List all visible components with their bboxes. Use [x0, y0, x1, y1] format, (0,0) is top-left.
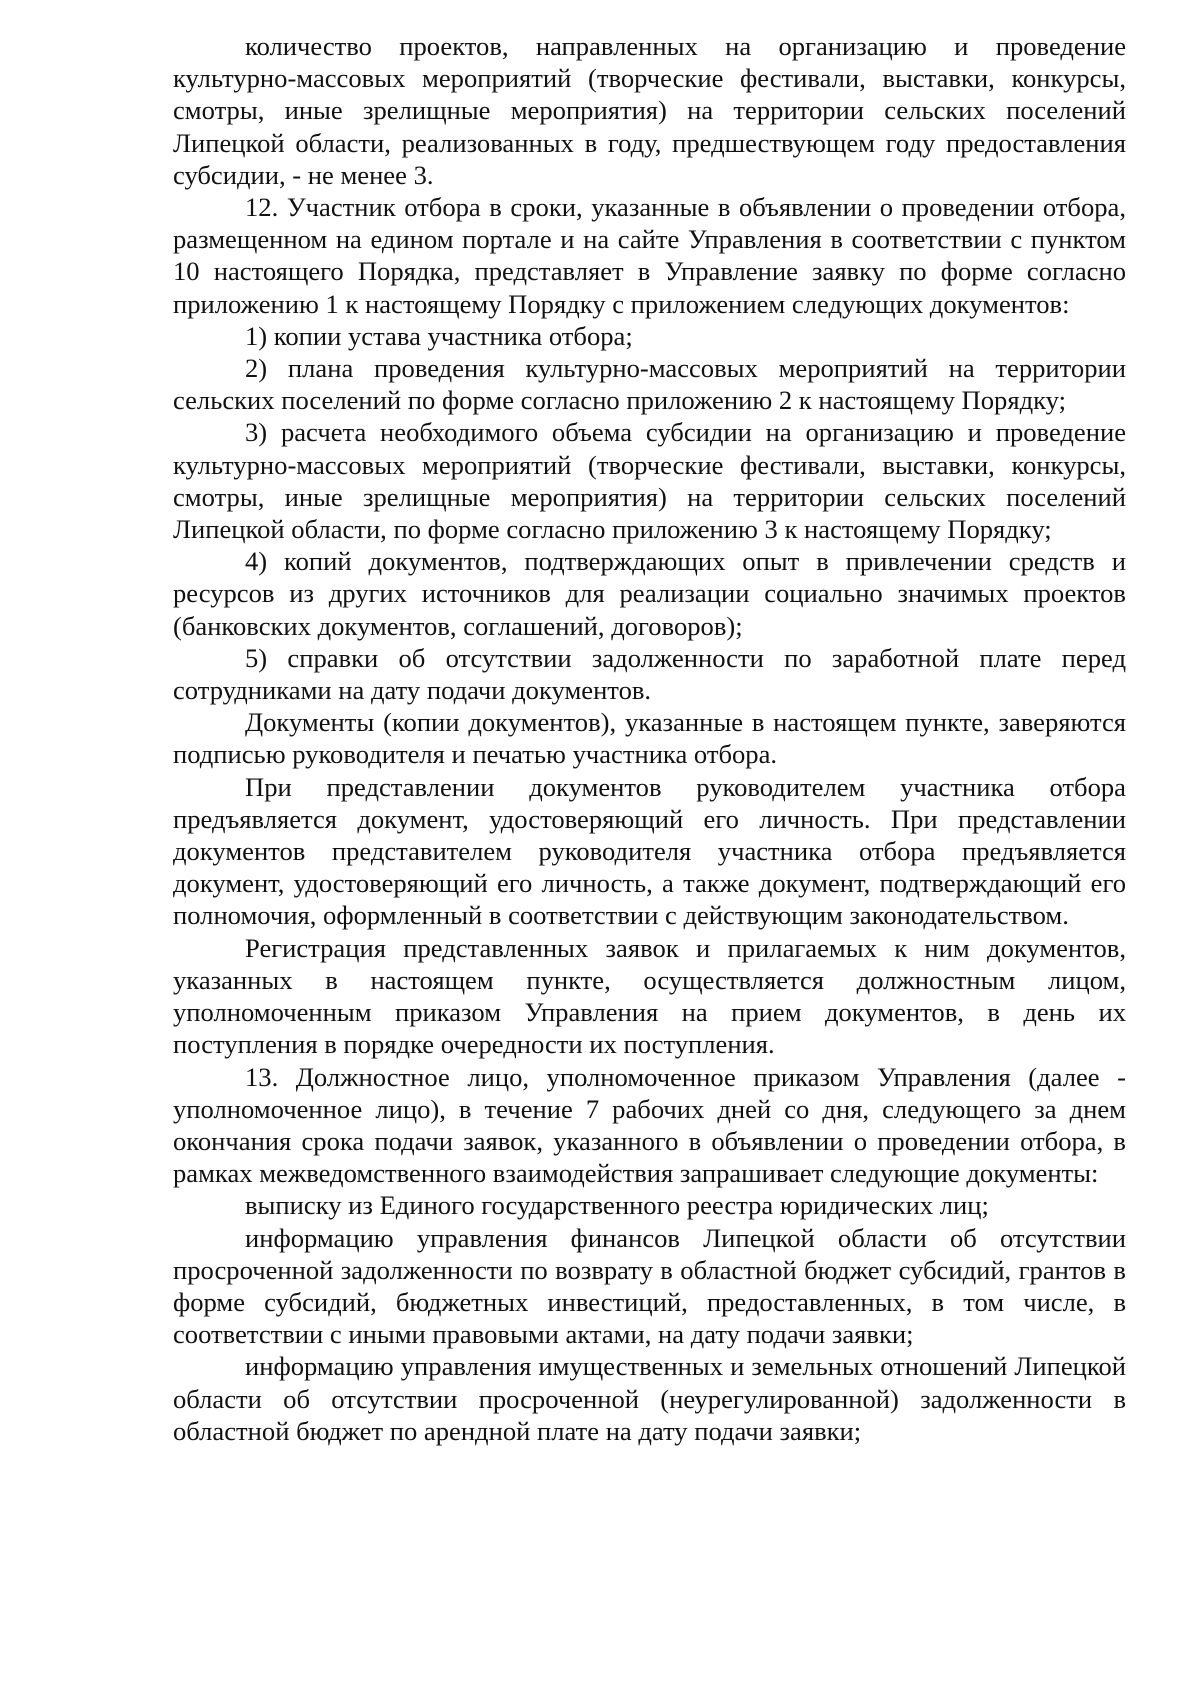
list-item-legal-entities-register: выписку из Единого государственного реестра юридических лиц; [245, 1190, 989, 1221]
paragraph-registration: Регистрация представленных заявок и прилагаемых к ним документов, указанных в настоящем пункте, осуществляется должностным лицом, уполномоченным приказом Управления на прием документов, в день их поступления в порядке очередности их поступления. [173, 932, 1126, 1060]
list-item-subsidy-calculation: 3) расчета необходимого объема субсидии на организацию и проведение культурно-массовых мероприятий (творческие фестивали, выставки, конкурсы, смотры, иные зрелищные мероприятия) на территории сельских поселений Липецкой области, по форме согласно приложению 3 к настоящему Порядку; [173, 417, 1126, 545]
list-item-event-plan: 2) плана проведения культурно-массовых мероприятий на территории сельских поселений по форме согласно приложению 2 к настоящему Порядку; [173, 353, 1126, 416]
list-item-finance-info: информацию управления финансов Липецкой области об отсутствии просроченной задолженности по возврату в областной бюджет субсидий, грантов в форме субсидий, бюджетных инвестиций, предоставленных, в том числе, в соответствии с иными правовыми актами, на дату подачи заявки; [173, 1222, 1126, 1350]
paragraph-item-12: 12. Участник отбора в сроки, указанные в объявлении о проведении отбора, размещенном на едином портале и на сайте Управления в соответствии с пунктом 10 настоящего Порядка, представляет в Управление заявку по форме согласно приложению 1 к настоящему Порядку с приложением следующих документов: [173, 192, 1126, 319]
document-page [173, 30, 1126, 1447]
list-item-experience-documents: 4) копий документов, подтверждающих опыт в привлечении средств и ресурсов из других источников для реализации социально значимых проектов (банковских документов, соглашений, договоров); [173, 546, 1126, 641]
list-item-property-info: информацию управления имущественных и земельных отношений Липецкой области об отсутствии просроченной (неурегулированной) задолженности в областной бюджет по арендной плате на дату подачи заявки; [173, 1351, 1126, 1446]
paragraph-item-13: 13. Должностное лицо, уполномоченное приказом Управления (далее - уполномоченное лицо), в течение 7 рабочих дней со дня, следующего за днем окончания срока подачи заявок, указанного в объявлении о проведении отбора, в рамках межведомственного взаимодействия запрашивает следующие документы: [173, 1061, 1126, 1189]
paragraph-documents-certification: Документы (копии документов), указанные в настоящем пункте, заверяются подписью руководителя и печатью участника отбора. [173, 707, 1126, 770]
list-item-salary-debt-certificate: 5) справки об отсутствии задолженности по заработной плате перед сотрудниками на дату подачи документов. [173, 642, 1126, 706]
paragraph-identity-documents: При представлении документов руководителем участника отбора предъявляется документ, удостоверяющий его личность. При представлении документов представителем руководителя участника отбора предъявляется документ, удостоверяющий его личность, а также документ, подтверждающий его полномочия, оформленный в соответствии с действующим законодательством. [173, 771, 1126, 931]
list-item-charter-copy: 1) копии устава участника отбора; [245, 320, 633, 351]
paragraph-project-count: количество проектов, направленных на организацию и проведение культурно-массовых мероприятий (творческие фестивали, выставки, конкурсы, смотры, иные зрелищные мероприятия) на территории сельских поселений Липецкой области, реализованных в году, предшествующем году предоставления субсидии, - не менее 3. [173, 31, 1126, 190]
